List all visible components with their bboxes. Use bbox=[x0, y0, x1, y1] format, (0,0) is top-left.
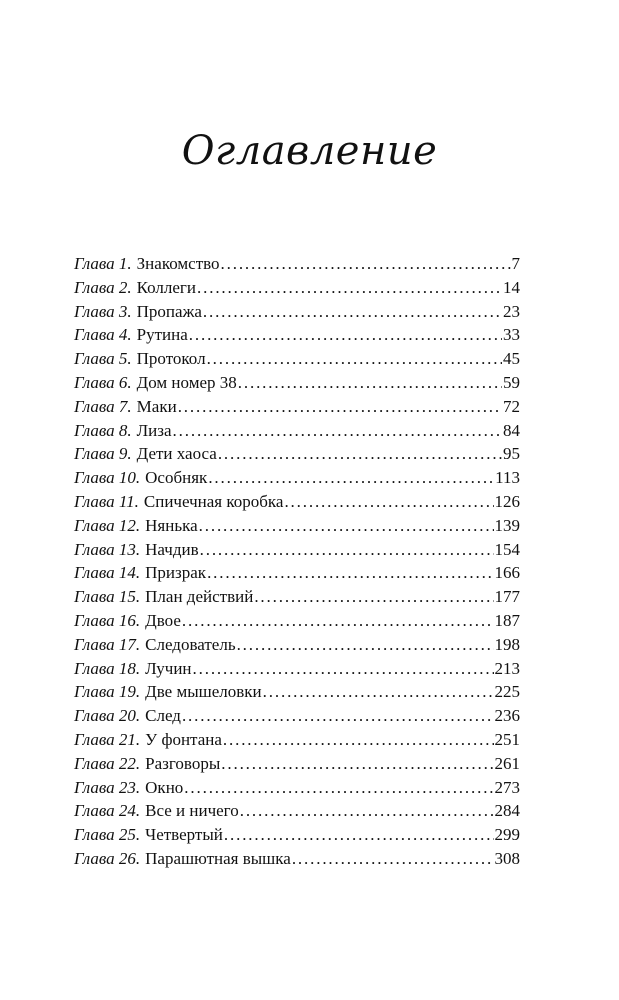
dot-leader bbox=[284, 490, 493, 514]
chapter-title: Коллеги bbox=[136, 277, 197, 297]
dot-leader bbox=[221, 752, 493, 776]
page-number: 33 bbox=[503, 325, 520, 345]
toc-entry bbox=[74, 609, 520, 633]
dot-leader bbox=[223, 728, 494, 752]
page-number: 45 bbox=[503, 349, 520, 369]
page-number: 126 bbox=[494, 491, 520, 511]
dot-leader bbox=[292, 847, 494, 871]
dot-leader bbox=[197, 276, 502, 300]
toc-entry bbox=[74, 490, 520, 514]
toc-entry bbox=[74, 585, 520, 609]
page-number: 23 bbox=[503, 301, 520, 321]
dot-leader bbox=[182, 609, 494, 633]
page-number: 166 bbox=[494, 563, 520, 583]
toc-entry bbox=[74, 680, 520, 704]
toc-entry bbox=[74, 538, 520, 562]
dot-leader bbox=[263, 680, 494, 704]
chapter-label: Глава 16. bbox=[74, 610, 141, 630]
dot-leader bbox=[207, 347, 502, 371]
chapter-label: Глава 23. bbox=[74, 777, 141, 797]
chapter-label: Глава 6. bbox=[74, 372, 132, 392]
page-title: Оглавление bbox=[181, 128, 438, 174]
toc-entry bbox=[74, 561, 520, 585]
chapter-label: Глава 1. bbox=[74, 254, 132, 273]
toc-entry bbox=[74, 276, 520, 300]
chapter-label: Глава 4. bbox=[74, 325, 132, 345]
dot-leader bbox=[254, 585, 493, 609]
toc-entry bbox=[74, 347, 520, 371]
chapter-label: Глава 15. bbox=[74, 587, 141, 607]
page-number: 72 bbox=[503, 396, 520, 416]
chapter-title: Парашютная вышка bbox=[145, 848, 291, 868]
chapter-label: Глава 2. bbox=[74, 277, 132, 297]
toc-entry bbox=[74, 395, 520, 419]
toc-entry bbox=[74, 823, 520, 847]
chapter-title: Протокол bbox=[136, 349, 206, 369]
chapter-title: Лучин bbox=[145, 658, 192, 678]
toc-entry bbox=[74, 728, 520, 752]
chapter-label: Глава 18. bbox=[74, 658, 141, 678]
chapter-label: Глава 25. bbox=[74, 825, 141, 845]
page-number: 177 bbox=[494, 587, 520, 607]
toc-entry bbox=[74, 371, 520, 395]
dot-leader bbox=[200, 538, 494, 562]
page-number: 308 bbox=[494, 848, 520, 868]
chapter-title: Особняк bbox=[145, 468, 208, 488]
chapter-title: След bbox=[145, 706, 181, 726]
dot-leader bbox=[208, 466, 494, 490]
chapter-label: Глава 10. bbox=[74, 468, 141, 488]
chapter-title: Нянька bbox=[145, 515, 198, 535]
page-number: 139 bbox=[494, 515, 520, 535]
chapter-label: Глава 21. bbox=[74, 729, 141, 749]
page-number: 261 bbox=[494, 753, 520, 773]
chapter-label: Глава 19. bbox=[74, 682, 141, 702]
toc-entry bbox=[74, 776, 520, 800]
dot-leader bbox=[173, 419, 502, 443]
dot-leader bbox=[218, 442, 502, 466]
chapter-title: Маки bbox=[136, 396, 177, 416]
chapter-title: План действий bbox=[145, 587, 254, 607]
chapter-title: Рутина bbox=[136, 325, 188, 345]
dot-leader bbox=[221, 252, 511, 276]
page-number: 187 bbox=[494, 610, 520, 630]
chapter-title: Знакомство bbox=[136, 254, 220, 273]
chapter-title: Дети хаоса bbox=[136, 444, 217, 464]
chapter-label: Глава 12. bbox=[74, 515, 141, 535]
chapter-label: Глава 22. bbox=[74, 753, 141, 773]
page-number: 251 bbox=[494, 729, 520, 749]
dot-leader bbox=[240, 799, 494, 823]
dot-leader bbox=[178, 395, 502, 419]
chapter-title: Призрак bbox=[145, 563, 207, 583]
toc-entry bbox=[74, 704, 520, 728]
chapter-title: Пропажа bbox=[136, 301, 202, 321]
dot-leader bbox=[199, 514, 494, 538]
page-number: 273 bbox=[494, 777, 520, 797]
page-number: 113 bbox=[495, 468, 520, 488]
dot-leader bbox=[237, 633, 494, 657]
toc-entry bbox=[74, 514, 520, 538]
page-number: 84 bbox=[503, 420, 520, 440]
chapter-title: Двое bbox=[145, 610, 181, 630]
dot-leader bbox=[182, 704, 494, 728]
page-number: 236 bbox=[494, 706, 520, 726]
toc-entry bbox=[74, 300, 520, 324]
toc-entry bbox=[74, 633, 520, 657]
dot-leader bbox=[207, 561, 493, 585]
chapter-title: У фонтана bbox=[145, 729, 222, 749]
page-number: 14 bbox=[503, 277, 520, 297]
toc-entry bbox=[74, 799, 520, 823]
toc-entry bbox=[74, 752, 520, 776]
chapter-title: Лиза bbox=[136, 420, 172, 440]
chapter-title: Начдив bbox=[145, 539, 199, 559]
chapter-title: Разговоры bbox=[145, 753, 221, 773]
page-number: 198 bbox=[494, 634, 520, 654]
toc-entry bbox=[74, 442, 520, 466]
page-number: 299 bbox=[494, 825, 520, 845]
chapter-title: Следователь bbox=[145, 634, 236, 654]
chapter-label: Глава 17. bbox=[74, 634, 141, 654]
chapter-label: Глава 5. bbox=[74, 349, 132, 369]
dot-leader bbox=[184, 776, 493, 800]
chapter-label: Глава 9. bbox=[74, 444, 132, 464]
chapter-title: Окно bbox=[145, 777, 184, 797]
page-number: 213 bbox=[494, 658, 520, 678]
chapter-label: Глава 11. bbox=[74, 491, 139, 511]
dot-leader bbox=[203, 300, 502, 324]
toc-entry bbox=[74, 657, 520, 681]
chapter-title: Четвертый bbox=[145, 825, 223, 845]
chapter-label: Глава 26. bbox=[74, 848, 141, 868]
dot-leader bbox=[193, 657, 494, 681]
page-number: 225 bbox=[494, 682, 520, 702]
chapter-label: Глава 13. bbox=[74, 539, 141, 559]
toc-entry bbox=[74, 252, 520, 276]
toc-entry bbox=[74, 847, 520, 871]
chapter-label: Глава 14. bbox=[74, 563, 141, 583]
chapter-label: Глава 24. bbox=[74, 801, 141, 821]
page-number: 95 bbox=[503, 444, 520, 464]
page-number: 284 bbox=[494, 801, 520, 821]
dot-leader bbox=[189, 323, 502, 347]
dot-leader bbox=[224, 823, 494, 847]
toc-entry bbox=[74, 419, 520, 443]
dot-leader bbox=[238, 371, 502, 395]
chapter-title: Дом номер 38 bbox=[136, 372, 237, 392]
page-number: 7 bbox=[511, 254, 520, 273]
chapter-label: Глава 7. bbox=[74, 396, 132, 416]
chapter-title: Спичечная коробка bbox=[143, 491, 284, 511]
toc-entry bbox=[74, 466, 520, 490]
page-number: 59 bbox=[503, 372, 520, 392]
table-of-contents bbox=[74, 252, 520, 871]
chapter-title: Все и ничего bbox=[145, 801, 239, 821]
chapter-label: Глава 3. bbox=[74, 301, 132, 321]
chapter-title: Две мышеловки bbox=[145, 682, 262, 702]
page-number: 154 bbox=[494, 539, 520, 559]
chapter-label: Глава 8. bbox=[74, 420, 132, 440]
toc-entry bbox=[74, 323, 520, 347]
chapter-label: Глава 20. bbox=[74, 706, 141, 726]
